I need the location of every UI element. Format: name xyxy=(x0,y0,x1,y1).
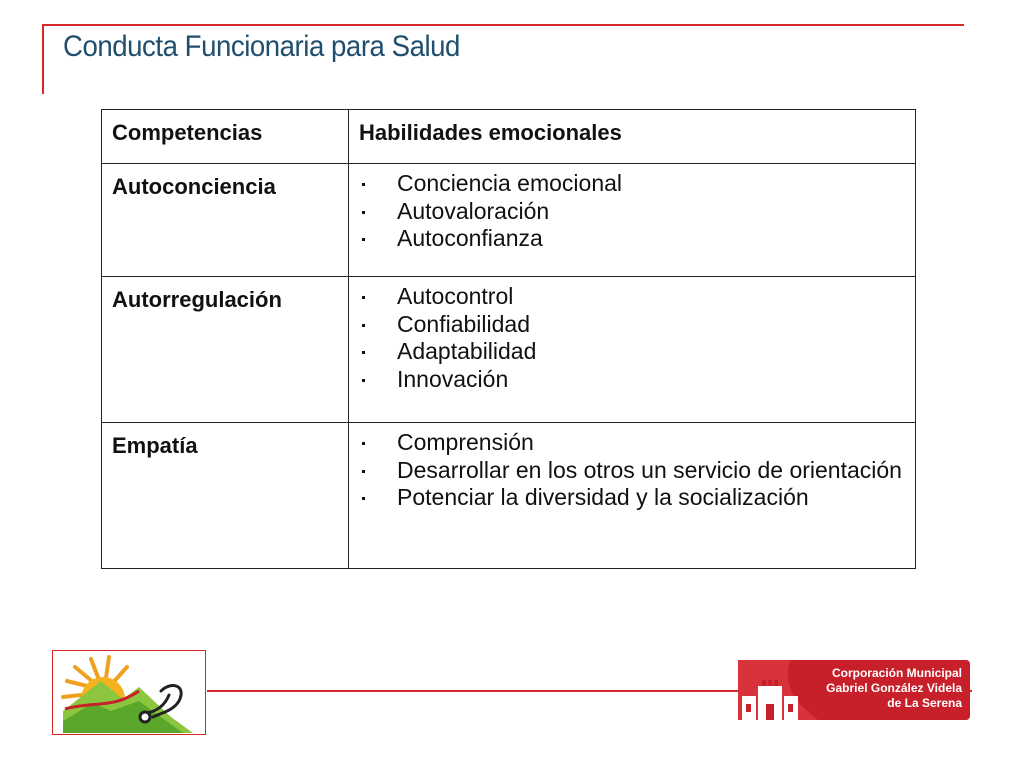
list-item: Adaptabilidad xyxy=(359,338,905,366)
corporacion-municipal-logo xyxy=(738,660,970,720)
list-item: Potenciar la diversidad y la socialización xyxy=(359,484,905,512)
habilidades-list xyxy=(359,429,905,512)
competencias-table xyxy=(101,109,916,569)
habilidades-cell xyxy=(349,164,916,277)
habilidades-list xyxy=(359,283,905,393)
habilidades-cell xyxy=(349,277,916,423)
habilidades-list xyxy=(359,170,905,253)
corp-name-line3: de La Serena xyxy=(887,696,962,710)
column-header: Competencias xyxy=(102,110,349,164)
competencia-cell: Autorregulación xyxy=(102,277,349,423)
bottom-rule xyxy=(207,690,747,692)
list-item: Conciencia emocional xyxy=(359,170,905,198)
corp-name-line2: Gabriel González Videla xyxy=(826,681,962,695)
page-title: Conducta Funcionaria para Salud xyxy=(63,30,460,63)
table-row xyxy=(102,277,916,423)
corp-name-line1: Corporación Municipal xyxy=(831,666,962,680)
column-header: Habilidades emocionales xyxy=(349,110,916,164)
table-row xyxy=(102,423,916,569)
list-item: Desarrollar en los otros un servicio de orientación xyxy=(359,457,905,485)
top-rule xyxy=(42,24,964,26)
table-header-row xyxy=(102,110,916,164)
competencia-cell: Autoconciencia xyxy=(102,164,349,277)
castle-icon xyxy=(738,660,818,720)
habilidades-cell xyxy=(349,423,916,569)
table-row xyxy=(102,164,916,277)
sun-mountain-stethoscope-icon xyxy=(53,651,205,734)
list-item: Innovación xyxy=(359,366,905,394)
list-item: Autovaloración xyxy=(359,198,905,226)
list-item: Autocontrol xyxy=(359,283,905,311)
left-rule xyxy=(42,24,44,94)
corp-name xyxy=(826,666,962,711)
list-item: Confiabilidad xyxy=(359,311,905,339)
list-item: Comprensión xyxy=(359,429,905,457)
list-item: Autoconfianza xyxy=(359,225,905,253)
competencia-cell: Empatía xyxy=(102,423,349,569)
health-logo xyxy=(52,650,206,735)
